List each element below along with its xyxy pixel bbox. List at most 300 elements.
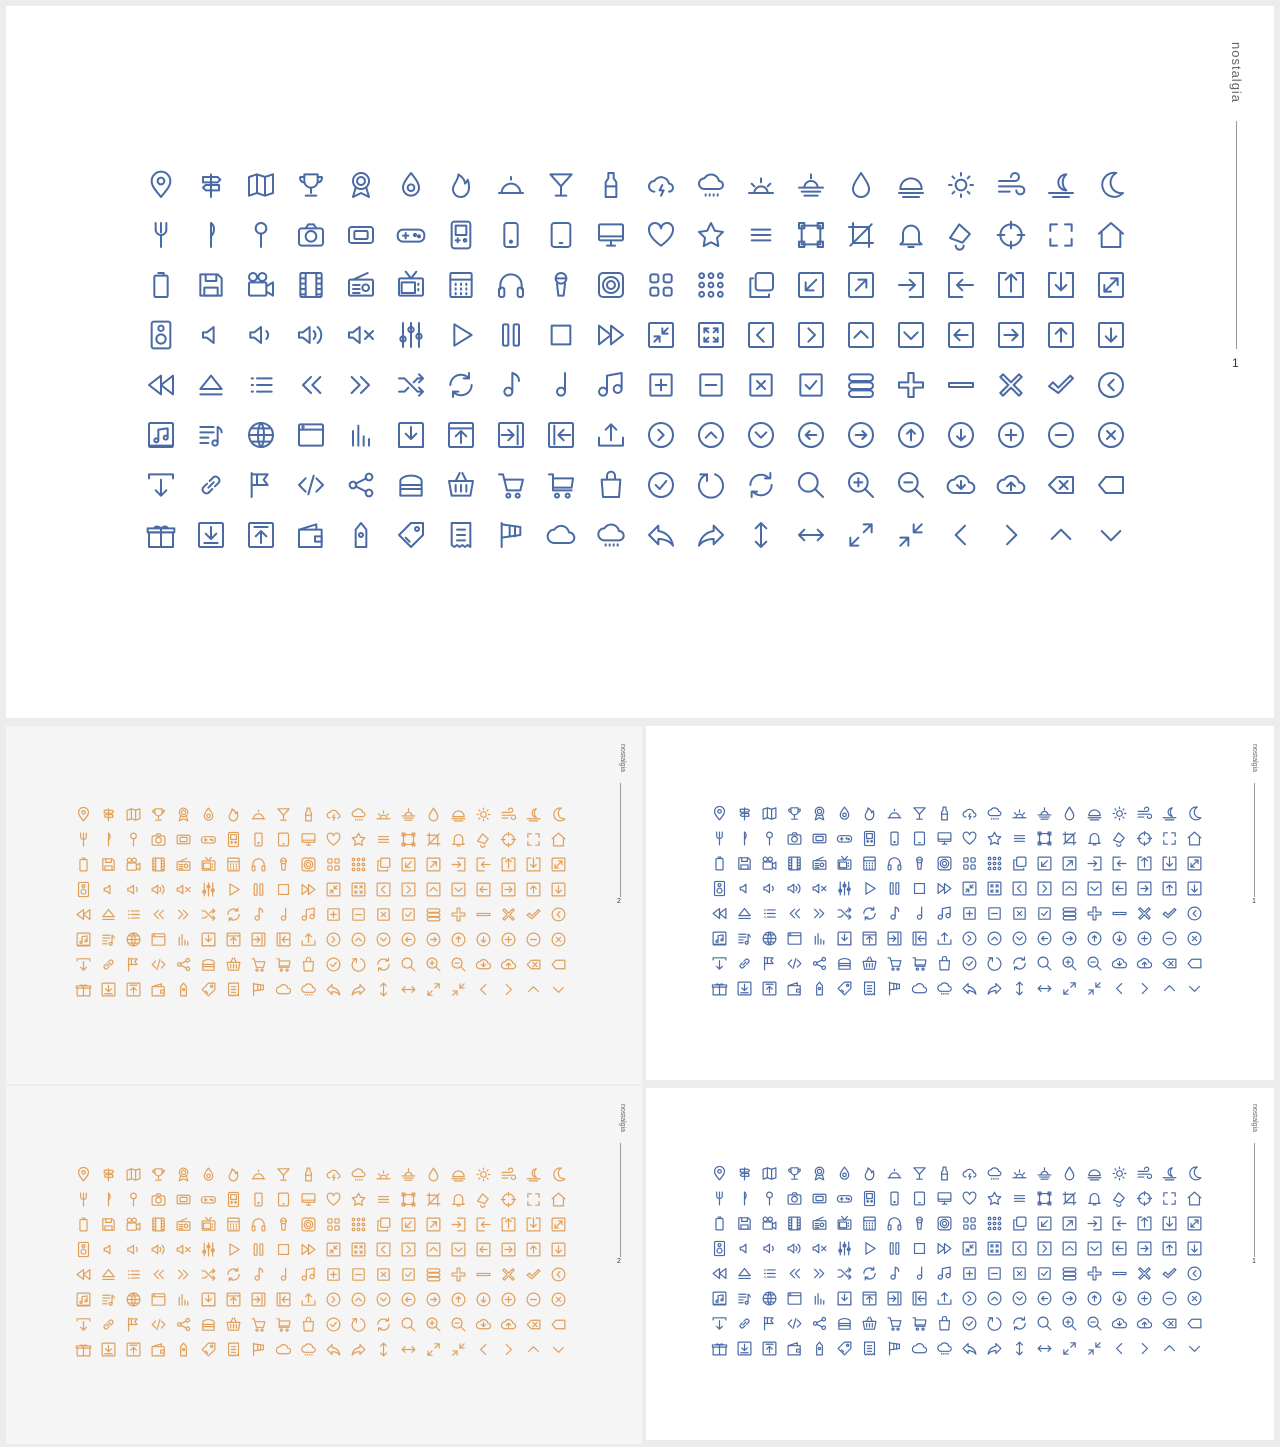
speaker-round-icon xyxy=(296,1212,321,1237)
link-icon xyxy=(186,460,236,510)
refresh-icon xyxy=(436,360,486,410)
cart-2-icon xyxy=(271,952,296,977)
sun-icon xyxy=(471,802,496,827)
battery-icon xyxy=(707,1211,732,1236)
rewind-icon xyxy=(707,1261,732,1286)
gamepad-icon xyxy=(196,1187,221,1212)
droplet-ring-icon xyxy=(832,1161,857,1186)
cart-icon xyxy=(246,952,271,977)
price-tag-icon xyxy=(336,510,386,560)
music-note-icon xyxy=(486,360,536,410)
cloud-upload-icon xyxy=(496,1312,521,1337)
map-icon xyxy=(757,801,782,826)
arrow-up-circle-icon xyxy=(1082,1286,1107,1311)
rotate-icon xyxy=(982,951,1007,976)
plus-icon xyxy=(1082,1261,1107,1286)
camera-compact-icon xyxy=(807,826,832,851)
zoom-in-icon xyxy=(1057,951,1082,976)
upload-square-icon xyxy=(121,977,146,1002)
arrow-up-circle-icon xyxy=(446,927,471,952)
export-icon xyxy=(271,1287,296,1312)
play-icon xyxy=(221,877,246,902)
fast-forward-icon xyxy=(296,877,321,902)
arrows-horizontal-icon xyxy=(396,1337,421,1362)
price-tag-icon xyxy=(807,976,832,1001)
arrows-horizontal-icon xyxy=(786,510,836,560)
cart-icon xyxy=(486,460,536,510)
arrows-horizontal-icon xyxy=(1032,1336,1057,1361)
page-number: 2 xyxy=(617,1258,621,1265)
icon-grid xyxy=(71,802,571,1002)
copy-icon xyxy=(1007,1211,1032,1236)
microphone-icon xyxy=(271,852,296,877)
arrow-left-box-icon xyxy=(936,310,986,360)
chevron-up-box-icon xyxy=(836,310,886,360)
export-icon xyxy=(907,1286,932,1311)
music-note-2-icon xyxy=(536,360,586,410)
browser-icon xyxy=(146,927,171,952)
tablet-icon xyxy=(907,1186,932,1211)
frame-corners-icon xyxy=(521,1187,546,1212)
share-icon xyxy=(807,951,832,976)
expand-arrows-icon xyxy=(421,977,446,1002)
arrow-left-box-icon xyxy=(471,1237,496,1262)
tag-shape-icon xyxy=(1086,460,1136,510)
arrow-up-box-icon xyxy=(521,877,546,902)
search-icon xyxy=(1032,951,1057,976)
plus-circle-icon xyxy=(1132,926,1157,951)
playlist-icon xyxy=(186,410,236,460)
upload-square-icon xyxy=(757,1336,782,1361)
award-icon xyxy=(336,160,386,210)
phone-icon xyxy=(486,210,536,260)
check-circle-icon xyxy=(636,460,686,510)
minus-icon xyxy=(471,1262,496,1287)
tv-icon xyxy=(196,852,221,877)
home-icon xyxy=(1182,1186,1207,1211)
droplet-icon xyxy=(1057,801,1082,826)
chevron-up-icon xyxy=(521,1337,546,1362)
rotate-icon xyxy=(686,460,736,510)
gamepad-icon xyxy=(196,827,221,852)
export-icon xyxy=(271,927,296,952)
pause-icon xyxy=(246,877,271,902)
mute-icon xyxy=(171,1237,196,1262)
chevron-down-icon xyxy=(546,1337,571,1362)
bar-chart-icon xyxy=(336,410,386,460)
tv-icon xyxy=(196,1212,221,1237)
chevron-down-box-icon xyxy=(1082,1236,1107,1261)
double-left-icon xyxy=(146,1262,171,1287)
logout-icon xyxy=(1107,1211,1132,1236)
arrow-up-right-box-icon xyxy=(421,1212,446,1237)
map-icon xyxy=(121,1162,146,1187)
volume-high-icon xyxy=(146,877,171,902)
cart-2-icon xyxy=(907,1311,932,1336)
download-box-icon xyxy=(1157,851,1182,876)
grid-4-icon xyxy=(957,1211,982,1236)
video-camera-icon xyxy=(121,1212,146,1237)
upload-square-icon xyxy=(121,1337,146,1362)
forward-icon xyxy=(982,1336,1007,1361)
arrows-vertical-icon xyxy=(1007,976,1032,1001)
cloud-download-icon xyxy=(936,460,986,510)
pause-icon xyxy=(246,1237,271,1262)
cloud-download-icon xyxy=(471,952,496,977)
x-circle-icon xyxy=(1086,410,1136,460)
arrows-vertical-icon xyxy=(371,977,396,1002)
target-icon xyxy=(496,1187,521,1212)
x-icon xyxy=(496,902,521,927)
upload-box-icon xyxy=(1132,1211,1157,1236)
wind-icon xyxy=(496,802,521,827)
share-up-icon xyxy=(932,1286,957,1311)
volume-high-icon xyxy=(782,1236,807,1261)
droplet-ring-icon xyxy=(832,801,857,826)
moon-horizon-icon xyxy=(1157,801,1182,826)
monitor-icon xyxy=(932,1186,957,1211)
cloud-icon xyxy=(271,1337,296,1362)
signpost-icon xyxy=(96,1162,121,1187)
droplet-ring-icon xyxy=(196,802,221,827)
cloud-snow-icon xyxy=(346,1162,371,1187)
minus-circle-icon xyxy=(521,927,546,952)
pause-icon xyxy=(882,876,907,901)
cloud-rain-icon xyxy=(296,977,321,1002)
grid-4-icon xyxy=(636,260,686,310)
menu-icon xyxy=(736,210,786,260)
arrow-up-circle-icon xyxy=(886,410,936,460)
check-box-icon xyxy=(1032,1261,1057,1286)
chevron-down-circle-icon xyxy=(1007,926,1032,951)
collapse-box-icon xyxy=(957,876,982,901)
slide-main xyxy=(6,6,1274,718)
receipt-icon xyxy=(436,510,486,560)
receipt-icon xyxy=(221,1337,246,1362)
eject-icon xyxy=(186,360,236,410)
cocktail-icon xyxy=(907,801,932,826)
chevron-right-icon xyxy=(496,1337,521,1362)
cocktail-icon xyxy=(271,802,296,827)
refresh-icon xyxy=(857,1261,882,1286)
tablet-icon xyxy=(907,826,932,851)
check-circle-icon xyxy=(957,951,982,976)
bottle-icon xyxy=(586,160,636,210)
link-icon xyxy=(96,952,121,977)
windsock-icon xyxy=(882,976,907,1001)
moon-icon xyxy=(546,1162,571,1187)
sun-icon xyxy=(471,1162,496,1187)
chevron-down-circle-icon xyxy=(1007,1286,1032,1311)
icon-grid xyxy=(71,1162,571,1362)
sync-icon xyxy=(736,460,786,510)
expand-arrows-icon xyxy=(836,510,886,560)
battery-icon xyxy=(707,851,732,876)
x-icon xyxy=(1132,901,1157,926)
film-icon xyxy=(146,1212,171,1237)
browser-icon xyxy=(782,1286,807,1311)
fullscreen-icon xyxy=(346,1237,371,1262)
cloche-icon xyxy=(246,802,271,827)
brand-label: nostalgia xyxy=(1251,744,1258,773)
double-left-icon xyxy=(146,902,171,927)
cloche-icon xyxy=(486,160,536,210)
slide-thumb-orange-bottom xyxy=(6,1086,642,1444)
chevron-up-icon xyxy=(1036,510,1086,560)
plus-icon xyxy=(446,1262,471,1287)
check-icon xyxy=(521,902,546,927)
x-circle-icon xyxy=(1182,926,1207,951)
page-number: 2 xyxy=(617,898,621,905)
music-box-icon xyxy=(707,926,732,951)
crop-square-icon xyxy=(786,210,836,260)
crop-icon xyxy=(836,210,886,260)
check-box-icon xyxy=(396,1262,421,1287)
download-square-icon xyxy=(732,976,757,1001)
cloud-icon xyxy=(271,977,296,1002)
arrow-up-box-icon xyxy=(521,1237,546,1262)
share-up-icon xyxy=(296,1287,321,1312)
x-box-icon xyxy=(371,902,396,927)
tablet-icon xyxy=(271,827,296,852)
arrow-up-box-icon xyxy=(1157,876,1182,901)
home-icon xyxy=(1086,210,1136,260)
zoom-in-icon xyxy=(421,1312,446,1337)
radio-icon xyxy=(336,260,386,310)
map-pin-icon xyxy=(136,160,186,210)
search-icon xyxy=(396,1312,421,1337)
chevron-right-circle-icon xyxy=(321,1287,346,1312)
sunset-icon xyxy=(1032,801,1057,826)
check-box-icon xyxy=(786,360,836,410)
handheld-icon xyxy=(436,210,486,260)
plus-box-icon xyxy=(957,1261,982,1286)
expand-box-icon xyxy=(1182,1211,1207,1236)
arrow-down-left-box-icon xyxy=(1032,1211,1057,1236)
copy-icon xyxy=(371,1212,396,1237)
wallet-icon xyxy=(286,510,336,560)
arrow-down-left-box-icon xyxy=(1032,851,1057,876)
arrow-up-circle-icon xyxy=(446,1287,471,1312)
double-right-icon xyxy=(171,1262,196,1287)
target-icon xyxy=(1132,1186,1157,1211)
store-icon xyxy=(832,1311,857,1336)
arrows-vertical-icon xyxy=(371,1337,396,1362)
bell-ring-icon xyxy=(471,1187,496,1212)
arrow-left-circle-icon xyxy=(786,410,836,460)
store-icon xyxy=(386,460,436,510)
plus-circle-icon xyxy=(1132,1286,1157,1311)
volume-off-icon xyxy=(96,877,121,902)
sunrise-icon xyxy=(371,802,396,827)
minus-box-icon xyxy=(346,1262,371,1287)
chevron-down-icon xyxy=(1086,510,1136,560)
sync-icon xyxy=(1007,951,1032,976)
phone-icon xyxy=(246,1187,271,1212)
logout-icon xyxy=(471,1212,496,1237)
plus-icon xyxy=(886,360,936,410)
arrows-vertical-icon xyxy=(736,510,786,560)
tag-icon xyxy=(832,1336,857,1361)
play-icon xyxy=(857,1236,882,1261)
cloud-download-icon xyxy=(1107,951,1132,976)
sun-icon xyxy=(936,160,986,210)
plus-icon xyxy=(446,902,471,927)
zoom-out-icon xyxy=(1082,1311,1107,1336)
fullscreen-icon xyxy=(686,310,736,360)
chevron-up-box-icon xyxy=(421,1237,446,1262)
bell-icon xyxy=(886,210,936,260)
reply-icon xyxy=(321,1337,346,1362)
crop-square-icon xyxy=(396,1187,421,1212)
horizon-icon xyxy=(886,160,936,210)
share-icon xyxy=(171,1312,196,1337)
copy-icon xyxy=(736,260,786,310)
expand-box-icon xyxy=(1182,851,1207,876)
fast-forward-icon xyxy=(296,1237,321,1262)
flag-icon xyxy=(121,1312,146,1337)
chevron-up-box-icon xyxy=(1057,876,1082,901)
chevron-left-circle-icon xyxy=(546,1262,571,1287)
sunrise-icon xyxy=(1007,801,1032,826)
arrow-down-bar-icon xyxy=(707,951,732,976)
music-notes-icon xyxy=(296,902,321,927)
download-box-icon xyxy=(1036,260,1086,310)
list-icon xyxy=(757,901,782,926)
chevron-up-box-icon xyxy=(1057,1236,1082,1261)
radio-icon xyxy=(807,1211,832,1236)
bell-ring-icon xyxy=(1107,826,1132,851)
chevron-right-icon xyxy=(1132,976,1157,1001)
equalizer-icon xyxy=(832,1236,857,1261)
bar-chart-icon xyxy=(171,927,196,952)
microphone-icon xyxy=(536,260,586,310)
chevron-left-circle-icon xyxy=(546,902,571,927)
speaker-icon xyxy=(71,1237,96,1262)
chevron-left-icon xyxy=(471,977,496,1002)
pause-icon xyxy=(882,1236,907,1261)
video-camera-icon xyxy=(757,851,782,876)
grid-9-icon xyxy=(346,852,371,877)
check-icon xyxy=(1157,901,1182,926)
battery-icon xyxy=(71,1212,96,1237)
arrow-left-box-icon xyxy=(1107,1236,1132,1261)
pin-icon xyxy=(236,210,286,260)
share-up-icon xyxy=(586,410,636,460)
stop-icon xyxy=(907,876,932,901)
chevron-down-box-icon xyxy=(446,1237,471,1262)
login-icon xyxy=(886,260,936,310)
arrow-down-bar-icon xyxy=(71,952,96,977)
zoom-in-icon xyxy=(1057,1311,1082,1336)
x-box-icon xyxy=(1007,1261,1032,1286)
chevron-right-box-icon xyxy=(1032,1236,1057,1261)
pin-icon xyxy=(757,1186,782,1211)
menu-icon xyxy=(371,827,396,852)
bar-chart-icon xyxy=(171,1287,196,1312)
bell-ring-icon xyxy=(1107,1186,1132,1211)
playlist-icon xyxy=(732,926,757,951)
zoom-in-icon xyxy=(421,952,446,977)
grid-4-icon xyxy=(957,851,982,876)
chevron-right-icon xyxy=(986,510,1036,560)
tablet-icon xyxy=(271,1187,296,1212)
playlist-icon xyxy=(96,1287,121,1312)
sync-icon xyxy=(1007,1311,1032,1336)
volume-low-icon xyxy=(757,1236,782,1261)
frame-corners-icon xyxy=(1157,1186,1182,1211)
wind-icon xyxy=(1132,1161,1157,1186)
backspace-icon xyxy=(1157,951,1182,976)
browser-icon xyxy=(146,1287,171,1312)
flag-icon xyxy=(757,951,782,976)
link-icon xyxy=(96,1312,121,1337)
copy-icon xyxy=(1007,851,1032,876)
cloud-upload-icon xyxy=(986,460,1036,510)
sunset-icon xyxy=(1032,1161,1057,1186)
upload-tray-icon xyxy=(221,1287,246,1312)
arrow-right-circle-icon xyxy=(421,1287,446,1312)
check-box-icon xyxy=(1032,901,1057,926)
menu-icon xyxy=(371,1187,396,1212)
wallet-icon xyxy=(146,977,171,1002)
chevron-up-circle-icon xyxy=(346,1287,371,1312)
music-box-icon xyxy=(136,410,186,460)
map-icon xyxy=(236,160,286,210)
minus-circle-icon xyxy=(1036,410,1086,460)
collapse-box-icon xyxy=(321,1237,346,1262)
award-icon xyxy=(171,802,196,827)
link-icon xyxy=(732,951,757,976)
bar-chart-icon xyxy=(807,926,832,951)
sun-icon xyxy=(1107,801,1132,826)
wallet-icon xyxy=(782,1336,807,1361)
monitor-icon xyxy=(932,826,957,851)
icon-grid xyxy=(707,1161,1207,1361)
camera-icon xyxy=(146,1187,171,1212)
knife-icon xyxy=(96,1187,121,1212)
heart-icon xyxy=(321,1187,346,1212)
arrows-vertical-icon xyxy=(1007,1336,1032,1361)
minus-icon xyxy=(936,360,986,410)
brand-label: nostalgia xyxy=(1251,1104,1258,1133)
music-note-2-icon xyxy=(907,1261,932,1286)
volume-low-icon xyxy=(121,877,146,902)
bottle-icon xyxy=(296,802,321,827)
grid-9-icon xyxy=(982,851,1007,876)
collapse-arrows-icon xyxy=(1082,1336,1107,1361)
volume-high-icon xyxy=(146,1237,171,1262)
trophy-icon xyxy=(286,160,336,210)
cloud-rain-icon xyxy=(932,1336,957,1361)
mute-icon xyxy=(807,1236,832,1261)
price-tag-icon xyxy=(807,1336,832,1361)
droplet-ring-icon xyxy=(196,1162,221,1187)
cloche-icon xyxy=(882,801,907,826)
menu-icon xyxy=(1007,1186,1032,1211)
x-circle-icon xyxy=(1182,1286,1207,1311)
x-circle-icon xyxy=(546,1287,571,1312)
video-camera-icon xyxy=(757,1211,782,1236)
zoom-out-icon xyxy=(446,952,471,977)
arrow-down-bar-icon xyxy=(136,460,186,510)
bottle-icon xyxy=(932,1161,957,1186)
icon-grid xyxy=(136,160,1136,560)
minus-circle-icon xyxy=(1157,926,1182,951)
icon-grid xyxy=(707,801,1207,1001)
copy-icon xyxy=(371,852,396,877)
cloche-icon xyxy=(246,1162,271,1187)
